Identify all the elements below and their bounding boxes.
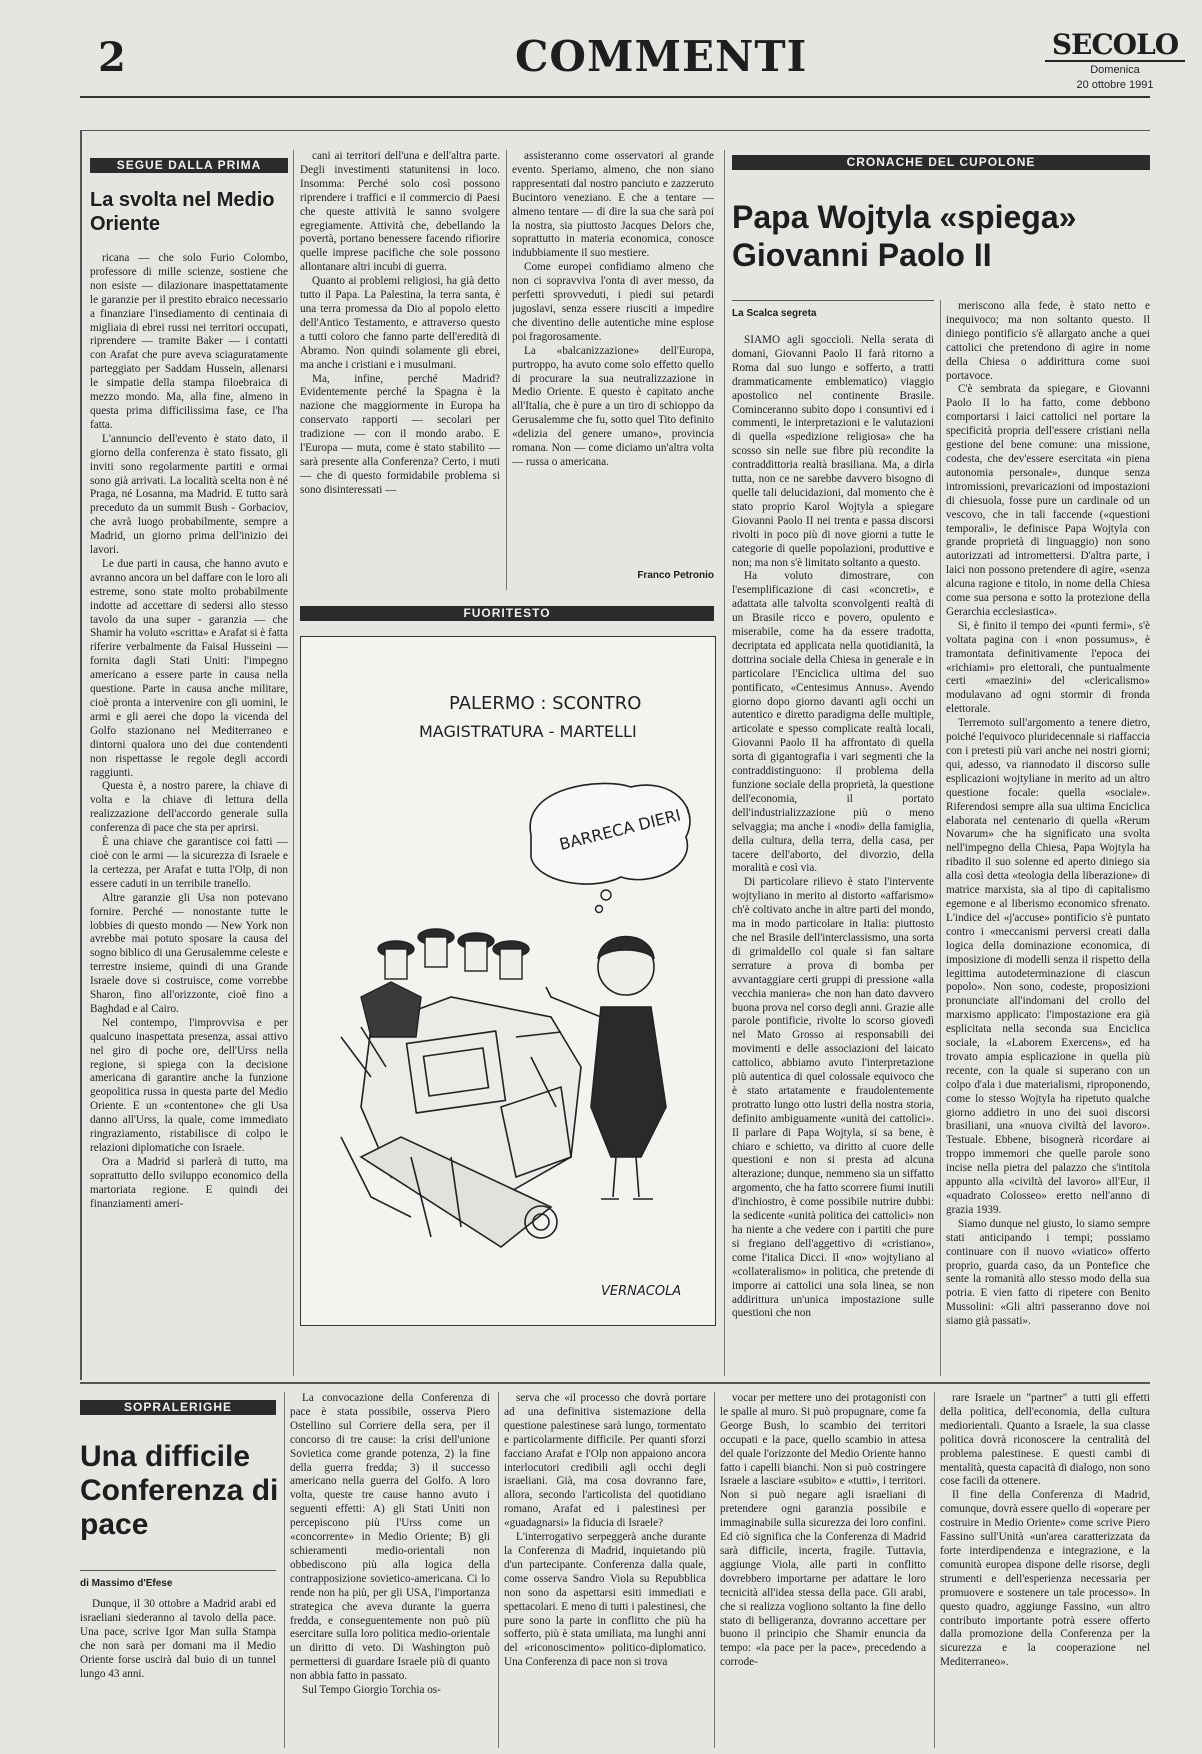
frame-left-rule: [80, 130, 82, 1380]
article3-section-band: SOPRALERIGHE: [80, 1400, 276, 1415]
column-rule: [284, 1392, 285, 1748]
paragraph: Ora a Madrid si parlerà di tutto, ma soprattutto dello sviluppo economico della martoriata regione. E quindi dei finanziamenti ameri-: [90, 1155, 288, 1210]
paragraph: Le due parti in causa, che hanno avuto e avranno ancora un bel daffare con le loro ali estreme, sono state molto probabilmente indotte ad accettare di sedersi allo stesso tavolo da una super - garanzia — che Shamir ha voluto «scritta» e Arafat si è fatta riferire verbalmente da Faisal Husseini — fornita dagli Stati Uniti: l'impegno americano a essere parte in causa nella questione. Parte in causa anche militare, cioè pronta a intervenire con gli uomini, le armi e gli aerei che dopo la vicenda del Golfo stazionano nel Mediterraneo e dintorni qualora uno dei due contendenti non rispettasse le regole degli accordi raggiunti.: [90, 557, 288, 779]
paragraph: meriscono alla fede, è stato netto e inequivoco; ma non soltanto questo. Il diniego pontificio s'è allargato anche a quei cattolici che pretendono di agire in nome della Chiesa o addirittura come suoi portavoce.: [946, 300, 1150, 382]
article3-column-1: [80, 1598, 276, 1748]
issue-date: 20 ottobre 1991: [1076, 79, 1154, 91]
column-rule: [724, 150, 725, 1376]
paragraph: L'interrogativo serpeggerà anche durante la Conferenza di Madrid, inquietando più d'un partecipante. Conferenza dalla quale, come osserva Sandro Viola su Repubblica non sono da aspettarsi esiti immediati e spettacolari. E meno di tutti i palestinesi, che pure sono la parte in conflitto che più ha sofferto, più è stata umiliata, ma lunghi anni del «riconoscimento» politico-diplomatico. Una Conferenza di pace non si trova: [504, 1531, 706, 1669]
paragraph: Ma, infine, perché Madrid? Evidentemente perché la Spagna è la nazione che maggiormente in Europa ha conservato rapporti — secolari per tradizione — con il mondo arabo. E l'Europa — muta, come è stato stabilito — sarà presente alla Conferenza? Certo, i muti — che di questo formidabile problema si sono disinteressati —: [300, 372, 500, 496]
cartoon-caption-line1: PALERMO : SCONTRO: [449, 693, 642, 714]
paragraph: SIAMO agli sgoccioli. Nella serata di domani, Giovanni Paolo II farà ritorno a Roma dal suo lungo e sofferto, a tratti drammaticamente emblematico) viaggio apostolico nel continente Brasile. Cominceranno subito dopo i consuntivi ed i commenti, le interpretazioni e le valutazioni di quella «spedizione religiosa» che ha scosso sin nelle sue fibre più recondite la contraddittoria realtà brasiliana. Ma, a dirla tutta, non ce ne sarebbe davvero bisogno di quelle tali delucidazioni, dal momento che è stato proprio Karol Wojtyla a spiegare Giovanni Paolo II nei trenta e passa discorsi rivolti in poco più di nove giorni a tutte le categorie di quelle popolazioni, produttive e non; ma non s'è limitato soltanto a questo.: [732, 334, 934, 569]
paragraph: Altre garanzie gli Usa non potevano fornire. Perché — nonostante tutte le lobbies di questo mondo — New York non avrebbe mai potuto sposare la causa del sogno biblico di una Gerusalemme celeste e terrestre insieme, quindi di una Grande Israele dove si costruisce, come vorrebbe Sharon, fino all'orizzonte, cioè fino a Baghdad e al Cairo.: [90, 891, 288, 1015]
issue-day: Domenica: [1090, 64, 1140, 76]
editorial-cartoon: [300, 636, 716, 1326]
cartoon-caption-line2: MAGISTRATURA - MARTELLI: [419, 722, 637, 741]
column-rule: [293, 150, 294, 1376]
article2-kicker-rule: [732, 300, 934, 301]
paragraph: assisteranno come osservatori al grande evento. Speriamo, almeno, che non siano rappresentati dal nostro panciuto e zazzeruto Bucintoro veneziano. E che a tentare — almeno tentare — di dire la sua che sarà poi la nostra, sia piuttosto Jacques Delors che, soprattutto in materia economica, conosce indubbiamente il suo mestiere.: [512, 150, 714, 260]
paragraph: C'è sembrata da spiegare, e Giovanni Paolo II lo ha fatto, come debbono comportarsi i laici cattolici nel portare la specificità propria dell'essere cristiani nella gestione del bene comune: una missione, codesta, che dev'essere esercitata «in piena autonomia personale», dunque senza intromissioni, prevaricazioni od impostazioni di chiesuola, fosse pure un cardinale od un vescovo, che in tali faccende («questioni temporali», le definisce Papa Wojtyla con grande proprietà di linguaggio) non sono autorizzati ad intromettersi. D'altra parte, i laici non possono pretendere di agire, «senza alcuna ragione e titolo, in nome della Chiesa come sua persona e sotto la protezione della Gerarchia ecclesiastica».: [946, 383, 1150, 618]
column-rule: [934, 1392, 935, 1748]
article2-headline-line1: Papa Wojtyla «spiega»: [732, 199, 1077, 235]
paragraph: La convocazione della Conferenza di pace è stata possibile, osserva Piero Ostellino sul Corriere della sera, per il concorso di tre cause: la crisi dell'unione Sovietica come grande potenza, 2) la fine della guerra fredda; 3) il successo americano nella guerra del Golfo. A loro volta, queste tre cause hanno avuto i seguenti effetti: A) gli Stati Uniti non percepiscono più l'Urss come un «concorrente» in Medio Oriente; B) gli schieramenti medio-orientali non obbediscono più alla logica della contrapposizione sovietico-americana. Ci lo rende non ha più, per gli USA, l'importanza strategica che aveva durante la guerra fredda, e conseguentemente non può più esercitare sulla loro politica medio-orientale un diritto di veto. Di Washington può permettersi di guardare Israele più di quanto non abbia fatto in passato.: [290, 1392, 490, 1683]
frame-top-rule: [80, 130, 1150, 131]
article3-byline: di Massimo d'Efese: [80, 1578, 173, 1589]
paragraph: Quanto ai problemi religiosi, ha già detto tutto il Papa. La Palestina, la terra santa, è una terra promessa da Dio al popolo eletto dell'Antico Testamento, e attraverso questo a tutti coloro che fanno parte dell'eredità di Abramo. Non quindi solamente gli ebrei, ma anche i cristiani e i musulmani.: [300, 275, 500, 371]
paragraph: Il fine della Conferenza di Madrid, comunque, dovrà essere quello di «operare per costruire in Medio Oriente» come scrive Piero Fassino sull'Unità «un'area caratterizzata da forte interdipendenza e integrazione, e la comunità europea dispone delle risorse, degli strumenti e dell'esperienza necessaria per promuovere e sostenere un tale processo». In questo quadro, aggiunge Fassino, «un altro contributo importante potrà essere offerto dalla promozione della Conferenza per la sicurezza e la cooperazione nel Mediterraneo».: [940, 1489, 1150, 1669]
paragraph: La «balcanizzazione» dell'Europa, purtroppo, ha avuto come solo effetto quello di procurare la sua neutralizzazione in Medio Oriente. E questo è capitato anche all'Italia, che è pure a un tiro di schioppo da Gerusalemme che fu, sotto quel Tito definito «delizia del genere umano», provincia romana. Non — come diciamo un'altra volta — russa o americana.: [512, 344, 714, 468]
masthead-logo: SECOLO: [1045, 30, 1185, 62]
article3-byline-rule: [80, 1570, 276, 1571]
section-divider: [80, 1382, 1150, 1384]
paragraph: Questa è, a nostro parere, la chiave di volta e la chiave di lettura della realizzazione dell'accordo generale sulla conferenza di pace che sta per aprirsi.: [90, 780, 288, 835]
paragraph: Terremoto sull'argomento a tenere dietro, poiché l'equivoco pluridecennale si riaffaccia con i pretesti più vari anche nei nostri giorni; qui, adesso, va riannodato il discorso sulle esplicazioni wojtyliane in merito ad un altro questione focale: quella «sociale». Riferendosi sempre alla sua ultima Enciclica elaborata nel centenario di quella «Rerum Novarum» che ha significato una svolta nell'impegno della Chiesa, Papa Wojtyla ha ribadito il suo solenne ed aperto diniego sia alla così detta «teologia della liberazione» di matrice marxista, sia al tipo di capitalismo egemone e al liberismo economico sfrenato. L'indice del «j'accuse» pontificio s'è puntato contro i «meccanismi perversi creati dalla logica della dominazione economica, di imposizione di modelli senza il rispetto della legittima autodeterminazione di ciascun popolo». Non sono, codeste, proposizioni pronunciate all'indomani del crollo del marxismo applicato: l'impostazione era già esplicitata nella seconda sua Enciclica sociale, la «Laborem Exercens», ed ha trovato ampia esplicazione in quella più recente, con la quale si superano con un colpo d'ala i due materialismi, riproponendo, come lo stesso Wojtyla ha ripetuto qualche giorno addietro in uno dei suoi discorsi brasiliani, una «nuova civiltà del lavoro». Testuale. Ebbene, bisognerà ricordare ai troppo immemori che quelle parole sono incise nella pietra del palazzo che s'intitola appunto alla «civiltà del lavoro» all'Eur, il «quadrato Colosseo» eretto nell'anno di grazia 1939.: [946, 717, 1150, 1216]
article1-column-3: [512, 150, 714, 560]
page-number: 2: [98, 34, 126, 81]
paragraph: Di particolare rilievo è stato l'intervente wojtyliano in merito al distorto «affarismo» ch'è coltivato anche in altre parti del mondo, ma in modo particolare in Italia: piuttosto che nel Brasile dell'interclassismo, una sorta di grimaldello col quale si fan saltare serrature a prova di bomba per avvantaggiare certi gruppi di pressione «alla vecchia maniera» che non han dato davvero buona prova nel corso degli anni. Grazie alle parole pontificie, rivolte lo scorso giovedì nel Mato Grosso ai responsabili dei movimenti e delle associazioni del laicato cattolico, abbiamo avuto l'interpretazione più autentica di quel colossale equivoco che è stato artatamente e fraudolentemente protratto lungo otto lustri della nostra storia, definito ambiguamente «unità dei cattolici». Il parlare di Papa Wojtyla, si sa bene, è chiaro e schietto, va diritto al cuore delle questioni e non si presta ad alcuna alterazione; dunque, nemmeno sia un siffatto argomento, che ha fatto scorrere fiumi inutili d'inchiostro, è come possibile nutrire dubbi: la sedicente «unità politica dei cattolici» non ha niente a che vedere con i partiti che pure si fregiano dell'aggettivo di «cristiano», come l'italica Dicci. Il «no» wojtyliano al «collateralismo» in politica, che pretende di imporre ai cattolici una sola linea, se non addirittura un'unica impostazione sulle questioni che non: [732, 876, 934, 1320]
paragraph: rare Israele un "partner" a tutti gli effetti della politica, dell'economia, della cultura mediorientali. Quanto a Israele, la sua classe politica dovrà riconoscere la centralità del problema palestinese. E questi cambi di mentalità, questa capacità di dialogo, non sono cose facili da ottenere.: [940, 1392, 1150, 1488]
article1-section-band: SEGUE DALLA PRIMA: [90, 158, 288, 173]
article2-headline-line2: Giovanni Paolo II: [732, 237, 992, 273]
paragraph: Nel contempo, l'improvvisa e per qualcuno inaspettata presenza, assai attivo nel giro di poche ore, dell'Urss nella regione, si spiega con la decisione americana di garantire anche la funzione geopolitica russa in questa parte del Medio Oriente. E un «contentone» che gli Usa danno all'Urss, la quale, come immediato ringraziamento, ristabilisce di colpo le relazioni diplomatiche con Israele.: [90, 1016, 288, 1154]
cartoonist-signature: VERNACOLA: [601, 1284, 682, 1299]
article2-column-2: [946, 300, 1150, 1374]
article1-column-1: [90, 252, 288, 1376]
paragraph: Come europei confidiamo almeno che non ci sopravviva l'onta di aver messo, da perfetti sprovveduti, i piedi sui petardi jugoslavi, senza essere riusciti a impedire che diventino delle autentiche mine esplose poi fragorosamente.: [512, 261, 714, 343]
paragraph: L'annuncio dell'evento è stato dato, il giorno della conferenza è stato fissato, gli inviti sono regolarmente partiti e ormai sono già arrivati. La località scelta non è né Praga, né Losanna, ma Madrid. E tutto sarà preceduto da un summit Bush - Gorbaciov, che avrà luogo probabilmente, sempre a Madrid, un giorno prima dell'inizio dei lavori.: [90, 432, 288, 557]
column-rule: [498, 1392, 499, 1748]
column-rule: [714, 1392, 715, 1748]
article2-section-band: CRONACHE DEL CUPOLONE: [732, 155, 1150, 170]
speech-bubble: [530, 783, 694, 912]
paragraph: Ha voluto dimostrare, con l'esemplificazione di casi «concreti», e adattata alle talvolta sconvolgenti realtà di un Brasile ricco e povero, opulento e miserabile, come ha da essere tradotta, decriptata ed applicata nella quotidianità, la dottrina sociale della Chiesa in generale e in particolare l'Enciclica ultima del suo pontificato, «Centesimus Annus». Avendo giorno dopo giorno davanti agli occhi un autentico e diretto paradigma delle multiple, articolate e spesso complicate realtà locali, Giovanni Paolo II ha affrontato di quella sorta di gigantografia i vari segmenti che la contraddistinguono: il problema della funzione sociale della proprietà, la questione dell'economia, il portato dell'industrializzazione più o meno selvaggia; ma anche i «nodi» della famiglia, della cultura, della terra, della casa, per tacere dell'aborto, del divorzio, della moralità e così via.: [732, 570, 934, 875]
paragraph: serva che «il processo che dovrà portare ad una definitiva sistemazione della questione palestinese sarà lungo, tormentato e particolarmente difficile. Per quanti sforzi facciano Arafat e l'Olp non appaiono ancora interlocutori credibili agli occhi degli israeliani. Già, ma cosa dovranno fare, allora, secondo l'articolista del quotidiano romano, Arafat ed i palestinesi per «guadagnarsi» la fiducia di Israele?: [504, 1392, 706, 1530]
article2-headline: [732, 198, 1150, 274]
article3-headline: Una difficile Conferenza di pace: [80, 1440, 279, 1541]
column-rule: [506, 150, 507, 590]
paragraph: Sul Tempo Giorgio Torchia os-: [302, 1684, 441, 1697]
article2-kicker: La Scalca segreta: [732, 308, 817, 319]
paragraph: Siamo dunque nel giusto, lo siamo sempre stati anticipando i tempi; possiamo continuare con il nuovo «viatico» offerto proprio, guarda caso, da un Pontefice che sente la romanità allo stesso modo della sua potria. E vien fatto di ripetere con Benito Mussolini: «Gli altri passeranno dove noi siamo già passati».: [946, 1217, 1150, 1328]
article2-column-1: [732, 334, 934, 1374]
article3-column-3: [504, 1392, 706, 1748]
cartoon-section-band: FUORITESTO: [300, 606, 714, 621]
paragraph: Dunque, il 30 ottobre a Madrid arabi ed israeliani siederanno al tavolo della pace. Una pace, scrive Igor Man sulla Stampa che non sarà per domani ma il Medio Oriente forse uscirà dal buio di un tunnel lungo 43 anni.: [80, 1598, 276, 1680]
paragraph: Sì, è finito il tempo dei «punti fermi», s'è voltata pagina con i «non possumus», è tramontata definitivamente l'epoca dei «richiami» pro elettorali, che puntualmente certi «maezini» del «clericalismo» modulavano ad ogni stormir di fronda elettorale.: [946, 619, 1150, 716]
article3-column-2: [290, 1392, 490, 1748]
speech-bubble-text: BARRECA DIERI !: [557, 802, 694, 854]
masthead: [1045, 30, 1185, 92]
paragraph: ricana — che solo Furio Colombo, professore di mille scienze, sostiene che non esiste — dilazionare inaspettatamente le garanzie per il prestito ebraico necessario a finanziare l'insediamento di centinaia di migliaia di ebrei russi nei territori occupati, riprendere — tramite Baker — i contatti con Arafat che pure aveva sciaguratamente parteggiato per Saddam Hussein, allenarsi le simpatie della stampa filoebraica di mezzo mondo. Ma, alla fine, almeno in questa prima difficilissima fase, ce l'ha fatta.: [90, 252, 288, 431]
cartoon-drawing: [301, 637, 715, 1325]
article1-headline: La svolta nel Medio Oriente: [90, 189, 275, 235]
section-title: COMMENTI: [515, 32, 808, 81]
article3-column-4: [720, 1392, 926, 1748]
article1-column-2: [300, 150, 500, 590]
paragraph: cani ai territori dell'una e dell'altra parte. Degli investimenti statunitensi in loco. Insomma: Perché solo così possono riprendere i traffici e il commercio di Paesi che queste attività le sanno svolgere egregiamente. Attività che, debellando la povertà, portano benessere facendo rifiorire quelle imprese pacifiche che sole possono allontanare altri incubi di guerra.: [300, 150, 500, 274]
header-rule: [80, 96, 1150, 98]
paragraph: È una chiave che garantisce coi fatti — cioè con le armi — la sicurezza di Israele e la certezza, per Arafat e tutta l'Olp, di non essere caduti in un terribile tranello.: [90, 836, 288, 890]
paragraph: vocar per mettere uno dei protagonisti con le spalle al muro. Si può propugnare, come fa George Bush, lo scambio dei territori occupati e la pace, quello scambio in attesa del quale l'orizzonte del Medio Oriente hanno fatto i capelli bianchi. Non si può costringere Israele a lasciare «subito» e «tutti», i territori. Non si può negare agli israeliani di pretendere ogni garanzia possibile e immaginabile sulla sicurezza dei loro confini. Ed ciò significa che la Conferenza di Madrid sarà difficile, incerta, fragile. Tuttavia, aggiunge Viola, alle parti in conflitto dovrebbero importarne per adattare le loro tecnicità all'idea stessa della pace. Gli arabi, che si realizza vogliono soltanto la fine dello stato di belligeranza, dovranno accettare per buono il principio che Shamir enuncia da tempo: «la pace per la pace», precedendo a corrode-: [720, 1392, 926, 1669]
column-rule: [940, 300, 941, 1376]
article1-byline: Franco Petronio: [637, 570, 714, 581]
article3-column-5: [940, 1392, 1150, 1748]
